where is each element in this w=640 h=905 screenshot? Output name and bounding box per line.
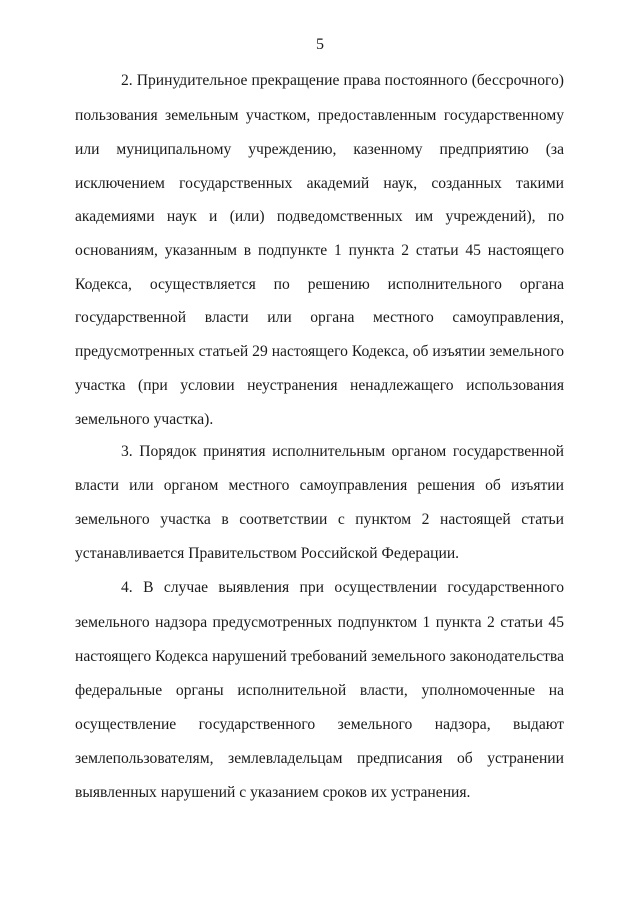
paragraph-line: настоящего Кодекса нарушений требований земельного законодательства	[75, 648, 564, 665]
paragraph-line: земельного участка в соответствии с пунктом 2 настоящей статьи	[75, 511, 564, 528]
paragraph-line: или муниципальному учреждению, казенному предприятию (за	[75, 141, 564, 158]
paragraph-line: 3. Порядок принятия исполнительным органом государственной	[121, 443, 564, 460]
paragraph-line: исключением государственных академий наук, созданных такими	[75, 175, 564, 192]
paragraph-line: осуществление государственного земельного надзора, выдают	[75, 716, 564, 733]
paragraph-line: основаниям, указанным в подпункте 1 пункта 2 статьи 45 настоящего	[75, 242, 564, 259]
paragraph-line: 2. Принудительное прекращение права постоянного (бессрочного)	[121, 72, 564, 89]
paragraph-line: устанавливается Правительством Российской Федерации.	[75, 545, 460, 562]
paragraph-line: пользования земельным участком, предоставленным государственному	[75, 107, 564, 124]
page-number: 5	[316, 36, 324, 53]
paragraph-line: земельного участка).	[75, 411, 214, 428]
paragraph-line: земельного надзора предусмотренных подпунктом 1 пункта 2 статьи 45	[75, 614, 564, 631]
paragraph-line: академиями наук и (или) подведомственных им учреждений), по	[75, 208, 564, 225]
paragraph-line: участка (при условии неустранения ненадлежащего использования	[75, 377, 564, 394]
paragraph-line: федеральные органы исполнительной власти, уполномоченные на	[75, 682, 564, 699]
paragraph-line: Кодекса, осуществляется по решению исполнительного органа	[75, 276, 564, 293]
paragraph-line: землепользователям, землевладельцам предписания об устранении	[75, 750, 564, 767]
paragraph-line: власти или органом местного самоуправления решения об изъятии	[75, 477, 564, 494]
paragraph-line: 4. В случае выявления при осуществлении государственного	[121, 579, 564, 596]
paragraph-line: государственной власти или органа местного самоуправления,	[75, 309, 564, 326]
paragraph-line: предусмотренных статьей 29 настоящего Кодекса, об изъятии земельного	[75, 343, 564, 360]
paragraph-line: выявленных нарушений с указанием сроков их устранения.	[75, 784, 471, 801]
